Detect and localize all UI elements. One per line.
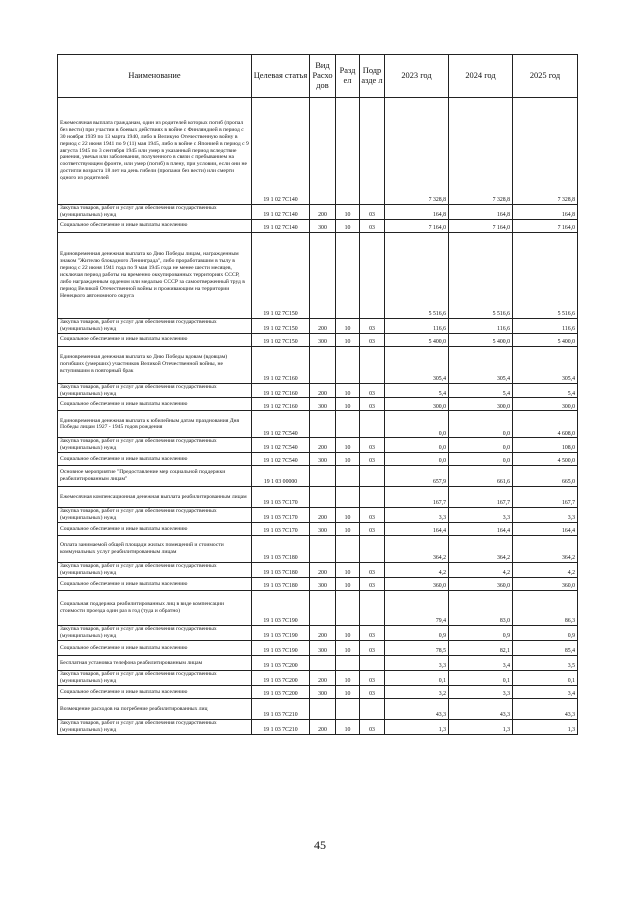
header-target-article: Целевая статья: [252, 55, 310, 98]
row-value-2024: 4,2: [449, 563, 513, 578]
table-row: [58, 720, 578, 735]
row-section: 10: [336, 383, 360, 398]
row-value-2025: 0,1: [513, 671, 578, 686]
row-subsection: [360, 232, 385, 318]
row-target-article: 19 1 03 7С190: [252, 591, 310, 626]
row-name: Социальное обеспечение и иные выплаты населению: [58, 219, 252, 232]
row-section: [336, 591, 360, 626]
row-value-2024: 82,1: [449, 641, 513, 656]
row-expense-type: 200: [310, 508, 336, 523]
table-row: [58, 453, 578, 466]
row-value-2024: 43,3: [449, 699, 513, 720]
row-section: 10: [336, 508, 360, 523]
row-expense-type: [310, 487, 336, 508]
row-subsection: [360, 466, 385, 487]
row-value-2024: 5,4: [449, 383, 513, 398]
row-target-article: 19 1 02 7С540: [252, 411, 310, 438]
table-row: [58, 438, 578, 453]
row-value-2025: 3,4: [513, 686, 578, 699]
row-subsection: 03: [360, 453, 385, 466]
row-subsection: 03: [360, 641, 385, 656]
table-header-row: [58, 55, 578, 98]
row-name: Закупка товаров, работ и услуг для обеспечения государственных (муниципальных) нужд: [58, 508, 252, 523]
table-row: [58, 333, 578, 346]
row-name: Социальное обеспечение и иные выплаты населению: [58, 523, 252, 536]
table-row: [58, 466, 578, 487]
row-name: Закупка товаров, работ и услуг для обеспечения государственных (муниципальных) нужд: [58, 671, 252, 686]
row-value-2024: 5 400,0: [449, 333, 513, 346]
row-value-2024: 7 328,8: [449, 98, 513, 205]
table-row: [58, 398, 578, 411]
row-target-article: 19 1 03 7С200: [252, 686, 310, 699]
row-expense-type: [310, 98, 336, 205]
row-name: Социальное обеспечение и иные выплаты населению: [58, 453, 252, 466]
row-expense-type: 300: [310, 453, 336, 466]
row-target-article: 19 1 03 00000: [252, 466, 310, 487]
row-expense-type: [310, 466, 336, 487]
row-subsection: 03: [360, 318, 385, 333]
row-value-2023: 164,4: [385, 523, 449, 536]
row-section: [336, 411, 360, 438]
table-row: [58, 219, 578, 232]
row-expense-type: 300: [310, 641, 336, 656]
row-target-article: 19 1 02 7С150: [252, 232, 310, 318]
row-name: Социальное обеспечение и иные выплаты населению: [58, 398, 252, 411]
row-target-article: 19 1 02 7С540: [252, 453, 310, 466]
row-subsection: 03: [360, 720, 385, 735]
header-year-2023: 2023 год: [385, 55, 449, 98]
row-target-article: 19 1 03 7С190: [252, 641, 310, 656]
row-section: 10: [336, 438, 360, 453]
row-value-2023: 78,5: [385, 641, 449, 656]
row-value-2025: 364,2: [513, 536, 578, 563]
row-name: Закупка товаров, работ и услуг для обеспечения государственных (муниципальных) нужд: [58, 318, 252, 333]
row-target-article: 19 1 03 7С190: [252, 626, 310, 641]
row-subsection: 03: [360, 686, 385, 699]
row-expense-type: 200: [310, 720, 336, 735]
row-value-2023: 364,2: [385, 536, 449, 563]
row-target-article: 19 1 02 7С540: [252, 438, 310, 453]
row-value-2024: 360,0: [449, 578, 513, 591]
row-target-article: 19 1 03 7С210: [252, 699, 310, 720]
row-value-2025: 108,0: [513, 438, 578, 453]
row-name: Социальное обеспечение и иные выплаты населению: [58, 686, 252, 699]
row-section: 10: [336, 563, 360, 578]
row-target-article: 19 1 03 7С200: [252, 671, 310, 686]
row-name: Единовременная денежная выплата ко Дню Победы вдовам (вдовцам) погибших (умерших) участников Великой Отечественной войны, не вступившим в повторный брак: [58, 346, 252, 383]
row-value-2025: 0,9: [513, 626, 578, 641]
row-name: Социальная поддержка реабилитированных лиц в виде компенсации стоимости проезда один раз в год (туда и обратно): [58, 591, 252, 626]
row-value-2025: 7 328,8: [513, 98, 578, 205]
row-value-2024: 116,6: [449, 318, 513, 333]
row-value-2025: 167,7: [513, 487, 578, 508]
table-row: [58, 641, 578, 656]
row-section: 10: [336, 720, 360, 735]
row-name: Закупка товаров, работ и услуг для обеспечения государственных (муниципальных) нужд: [58, 720, 252, 735]
row-name: Закупка товаров, работ и услуг для обеспечения государственных (муниципальных) нужд: [58, 383, 252, 398]
row-value-2025: 300,0: [513, 398, 578, 411]
row-value-2023: 4,2: [385, 563, 449, 578]
row-value-2024: 0,0: [449, 453, 513, 466]
row-value-2023: 5,4: [385, 383, 449, 398]
row-subsection: 03: [360, 508, 385, 523]
table-row: [58, 699, 578, 720]
budget-table: [57, 54, 578, 735]
table-body: [58, 98, 578, 735]
table-row: [58, 626, 578, 641]
row-expense-type: 300: [310, 398, 336, 411]
row-expense-type: 200: [310, 671, 336, 686]
row-name: Закупка товаров, работ и услуг для обеспечения государственных (муниципальных) нужд: [58, 626, 252, 641]
row-value-2025: 43,3: [513, 699, 578, 720]
row-value-2025: 164,8: [513, 205, 578, 220]
row-section: 10: [336, 318, 360, 333]
row-value-2025: 3,3: [513, 508, 578, 523]
row-value-2024: 0,0: [449, 411, 513, 438]
row-expense-type: 200: [310, 205, 336, 220]
row-target-article: 19 1 03 7С170: [252, 508, 310, 523]
row-name: Социальное обеспечение и иные выплаты населению: [58, 333, 252, 346]
row-target-article: 19 1 03 7С210: [252, 720, 310, 735]
row-expense-type: [310, 699, 336, 720]
row-name: Социальное обеспечение и иные выплаты населению: [58, 641, 252, 656]
row-subsection: 03: [360, 523, 385, 536]
row-expense-type: 300: [310, 219, 336, 232]
row-value-2024: 164,4: [449, 523, 513, 536]
row-value-2025: 5 516,6: [513, 232, 578, 318]
row-value-2024: 3,4: [449, 656, 513, 671]
row-subsection: [360, 699, 385, 720]
row-value-2025: 4 608,0: [513, 411, 578, 438]
row-section: [336, 656, 360, 671]
row-section: 10: [336, 205, 360, 220]
row-value-2023: 5 516,6: [385, 232, 449, 318]
row-expense-type: [310, 411, 336, 438]
row-value-2023: 657,9: [385, 466, 449, 487]
header-section: Разд ел: [336, 55, 360, 98]
header-year-2024: 2024 год: [449, 55, 513, 98]
row-expense-type: 200: [310, 383, 336, 398]
row-section: [336, 346, 360, 383]
row-expense-type: 200: [310, 318, 336, 333]
row-value-2025: 86,3: [513, 591, 578, 626]
row-name: Основное мероприятие "Предоставление мер социальной поддержки реабилитированным лицам": [58, 466, 252, 487]
row-value-2023: 7 164,0: [385, 219, 449, 232]
table-row: [58, 508, 578, 523]
row-section: 10: [336, 453, 360, 466]
row-value-2024: 300,0: [449, 398, 513, 411]
row-subsection: [360, 656, 385, 671]
row-expense-type: [310, 536, 336, 563]
table-row: [58, 205, 578, 220]
row-subsection: 03: [360, 398, 385, 411]
row-expense-type: 300: [310, 578, 336, 591]
row-subsection: [360, 487, 385, 508]
row-name: Ежемесячная выплата гражданам, один из родителей которых погиб (пропал без вести) при участии в боевых действиях в войне с Финляндией в период с 30 ноября 1939 по 13 марта 1940, либо в Великую Отечественную войну в период с 22 июня 1941 по 9 (11) мая 1945, либо в войне с Японией в период с 9 августа 1945 по 3 сентября 1945 или умер в указанный период вследствие ранения, увечья или заболевания, полученного в связи с пребыванием на соответствующем фронте, или умер (погиб) в плену, при условии, если они не достигли возраста 18 лет на день гибели (пропажи без вести) или смерти одного из родителей: [58, 98, 252, 205]
row-target-article: 19 1 02 7С140: [252, 98, 310, 205]
row-value-2024: 164,8: [449, 205, 513, 220]
row-expense-type: [310, 346, 336, 383]
row-value-2023: 300,0: [385, 398, 449, 411]
row-value-2024: 0,9: [449, 626, 513, 641]
row-section: 10: [336, 578, 360, 591]
row-value-2024: 661,6: [449, 466, 513, 487]
row-value-2024: 167,7: [449, 487, 513, 508]
row-expense-type: 300: [310, 686, 336, 699]
row-value-2025: 360,0: [513, 578, 578, 591]
row-name: Возмещение расходов на погребение реабилитированных лиц: [58, 699, 252, 720]
row-value-2023: 3,2: [385, 686, 449, 699]
table-row: [58, 671, 578, 686]
row-value-2025: 305,4: [513, 346, 578, 383]
row-expense-type: 300: [310, 333, 336, 346]
row-name: Оплата занимаемой общей площади жилых помещений и стоимости коммунальных услуг реабилитированным лицам: [58, 536, 252, 563]
row-expense-type: 200: [310, 438, 336, 453]
table-row: [58, 232, 578, 318]
table-row: [58, 578, 578, 591]
row-section: 10: [336, 219, 360, 232]
row-value-2024: 0,1: [449, 671, 513, 686]
row-expense-type: 200: [310, 626, 336, 641]
row-value-2023: 5 400,0: [385, 333, 449, 346]
row-value-2024: 5 516,6: [449, 232, 513, 318]
table-row: [58, 346, 578, 383]
row-section: [336, 98, 360, 205]
row-target-article: 19 1 03 7С170: [252, 523, 310, 536]
row-name: Бесплатная установка телефона реабилитированным лицам: [58, 656, 252, 671]
row-value-2023: 116,6: [385, 318, 449, 333]
row-name: Закупка товаров, работ и услуг для обеспечения государственных (муниципальных) нужд: [58, 563, 252, 578]
table-row: [58, 383, 578, 398]
row-expense-type: [310, 656, 336, 671]
row-value-2025: 665,0: [513, 466, 578, 487]
table-row: [58, 536, 578, 563]
row-value-2025: 7 164,0: [513, 219, 578, 232]
row-expense-type: 200: [310, 563, 336, 578]
row-subsection: [360, 98, 385, 205]
row-section: 10: [336, 641, 360, 656]
row-section: [336, 536, 360, 563]
row-value-2024: 364,2: [449, 536, 513, 563]
table-row: [58, 411, 578, 438]
row-value-2023: 7 328,8: [385, 98, 449, 205]
row-value-2023: 167,7: [385, 487, 449, 508]
row-value-2023: 0,0: [385, 438, 449, 453]
row-expense-type: 300: [310, 523, 336, 536]
row-section: 10: [336, 626, 360, 641]
row-subsection: 03: [360, 563, 385, 578]
table-row: [58, 591, 578, 626]
table-row: [58, 318, 578, 333]
row-name: Социальное обеспечение и иные выплаты населению: [58, 578, 252, 591]
row-value-2023: 0,0: [385, 411, 449, 438]
row-value-2024: 1,3: [449, 720, 513, 735]
row-name: Закупка товаров, работ и услуг для обеспечения государственных (муниципальных) нужд: [58, 205, 252, 220]
row-subsection: 03: [360, 671, 385, 686]
row-subsection: [360, 346, 385, 383]
row-value-2024: 83,0: [449, 591, 513, 626]
row-section: 10: [336, 686, 360, 699]
row-value-2025: 5,4: [513, 383, 578, 398]
row-target-article: 19 1 02 7С140: [252, 205, 310, 220]
row-value-2023: 43,3: [385, 699, 449, 720]
row-subsection: 03: [360, 626, 385, 641]
row-value-2023: 0,1: [385, 671, 449, 686]
row-name: Единовременная денежная выплата ко Дню Победы лицам, награжденным знаком "Жителю блокадного Ленинграда", либо проработавшим в тылу в период с 22 июня 1941 года по 9 мая 1945 года не менее шести месяцев, исключая период работы на временно оккупированных территориях СССР, либо награжденным орденом или медалью СССР за самоотверженный труд в период Великой Отечественной войны и проживающим на территории Ненецкого автономного округа: [58, 232, 252, 318]
header-subsection: Подр азде л: [360, 55, 385, 98]
row-subsection: [360, 536, 385, 563]
row-section: [336, 487, 360, 508]
row-target-article: 19 1 03 7С180: [252, 536, 310, 563]
row-section: 10: [336, 523, 360, 536]
row-section: [336, 466, 360, 487]
header-name: Наименование: [58, 55, 252, 98]
row-subsection: 03: [360, 383, 385, 398]
row-value-2025: 85,4: [513, 641, 578, 656]
row-value-2025: 3,5: [513, 656, 578, 671]
row-subsection: [360, 591, 385, 626]
row-value-2025: 4 500,0: [513, 453, 578, 466]
row-target-article: 19 1 03 7С200: [252, 656, 310, 671]
row-value-2024: 0,0: [449, 438, 513, 453]
row-name: Закупка товаров, работ и услуг для обеспечения государственных (муниципальных) нужд: [58, 438, 252, 453]
table-row: [58, 563, 578, 578]
page-number: 45: [314, 838, 326, 852]
row-target-article: 19 1 03 7С170: [252, 487, 310, 508]
row-value-2023: 0,0: [385, 453, 449, 466]
row-name: Единовременная денежная выплата к юбилейным датам празднования Дня Победы лицам 1927 - 1945 годов рождения: [58, 411, 252, 438]
row-value-2023: 3,3: [385, 508, 449, 523]
row-subsection: 03: [360, 205, 385, 220]
row-target-article: 19 1 02 7С160: [252, 346, 310, 383]
row-value-2024: 3,3: [449, 686, 513, 699]
row-value-2025: 4,2: [513, 563, 578, 578]
row-target-article: 19 1 02 7С150: [252, 318, 310, 333]
row-expense-type: [310, 591, 336, 626]
row-subsection: 03: [360, 438, 385, 453]
row-subsection: 03: [360, 333, 385, 346]
row-section: 10: [336, 398, 360, 411]
row-section: 10: [336, 671, 360, 686]
row-target-article: 19 1 02 7С160: [252, 383, 310, 398]
row-value-2023: 164,8: [385, 205, 449, 220]
table-row: [58, 523, 578, 536]
row-value-2025: 164,4: [513, 523, 578, 536]
row-value-2025: 116,6: [513, 318, 578, 333]
row-value-2025: 5 400,0: [513, 333, 578, 346]
row-expense-type: [310, 232, 336, 318]
table-row: [58, 487, 578, 508]
row-name: Ежемесячная компенсационная денежная выплата реабилитированным лицам: [58, 487, 252, 508]
header-year-2025: 2025 год: [513, 55, 578, 98]
row-value-2023: 3,3: [385, 656, 449, 671]
table-row: [58, 686, 578, 699]
row-value-2024: 305,4: [449, 346, 513, 383]
row-subsection: 03: [360, 219, 385, 232]
row-target-article: 19 1 03 7С180: [252, 563, 310, 578]
row-target-article: 19 1 02 7С140: [252, 219, 310, 232]
row-section: [336, 699, 360, 720]
row-target-article: 19 1 03 7С180: [252, 578, 310, 591]
header-expense-type: Вид Расхо дов: [310, 55, 336, 98]
row-value-2024: 3,3: [449, 508, 513, 523]
row-section: [336, 232, 360, 318]
row-section: 10: [336, 333, 360, 346]
row-value-2023: 79,4: [385, 591, 449, 626]
row-value-2024: 7 164,0: [449, 219, 513, 232]
row-subsection: 03: [360, 578, 385, 591]
table-row: [58, 98, 578, 205]
row-target-article: 19 1 02 7С150: [252, 333, 310, 346]
row-target-article: 19 1 02 7С160: [252, 398, 310, 411]
row-subsection: [360, 411, 385, 438]
row-value-2023: 360,0: [385, 578, 449, 591]
row-value-2023: 1,3: [385, 720, 449, 735]
budget-sheet: [57, 54, 577, 735]
row-value-2023: 305,4: [385, 346, 449, 383]
row-value-2023: 0,9: [385, 626, 449, 641]
row-value-2025: 1,3: [513, 720, 578, 735]
table-row: [58, 656, 578, 671]
